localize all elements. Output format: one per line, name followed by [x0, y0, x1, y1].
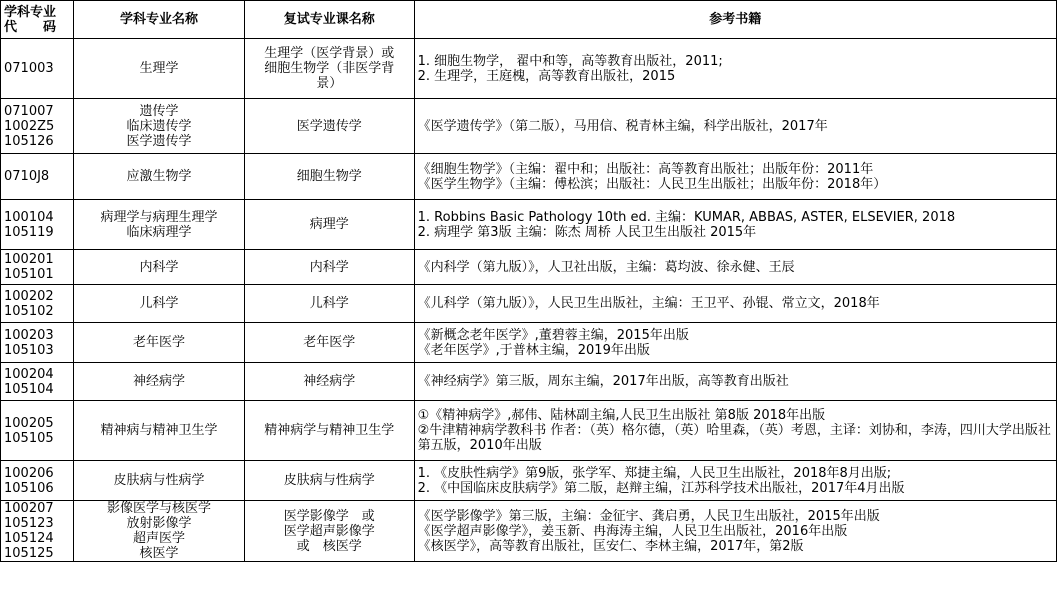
- retest-course-cell: [244, 99, 414, 154]
- retest-course-cell: [244, 461, 414, 501]
- reference-books-cell: [414, 401, 1056, 461]
- major-name-cell: [74, 250, 245, 285]
- retest-course-line: 细胞生物学: [296, 169, 362, 184]
- major-name-cell: [74, 461, 245, 501]
- table-row: [1, 39, 1057, 99]
- major-name: 神经病学: [133, 374, 186, 389]
- major-code-cell: [1, 285, 74, 323]
- retest-course-line: 医学遗传学: [296, 118, 362, 134]
- table-row: [1, 401, 1057, 461]
- reference-book-entry: 1. Robbins Basic Pathology 10th ed. 主编：KUMAR, ABBAS, ASTER, ELSEVIER, 2018: [417, 209, 956, 225]
- major-name: 老年医学: [133, 335, 186, 350]
- reference-book-entry: 《内科学（第九版）》，人卫社出版，主编：葛均波、徐永健、王辰: [417, 259, 795, 275]
- major-code-cell: [1, 200, 74, 250]
- major-code: 105123: [4, 516, 54, 531]
- reference-book-entry: 2. 《中国临床皮肤病学》第二版，赵辩主编，江苏科学技术出版社，2017年4月出版: [417, 480, 905, 496]
- major-code-cell: [1, 461, 74, 501]
- reference-book-entry: 《老年医学》,于普林主编，2019年出版: [417, 342, 650, 358]
- table-row: [1, 154, 1057, 200]
- reference-book-entry: 《医学超声影像学》，姜玉新、冉海涛主编，人民卫生出版社，2016年出版: [417, 523, 848, 539]
- retest-course-cell: [244, 501, 414, 562]
- reference-books-cell: [414, 323, 1056, 363]
- retest-course-line: 景）: [316, 76, 343, 91]
- reference-book-entry: 《核医学》，高等教育出版社，匡安仁、李林主编，2017年，第2版: [417, 538, 804, 554]
- major-code: 105101: [4, 267, 54, 282]
- major-name: 精神病与精神卫生学: [100, 423, 218, 438]
- major-code: 100207: [4, 501, 54, 516]
- retest-course-line: 生理学（医学背景）或: [264, 46, 395, 61]
- reference-books-cell: [414, 285, 1056, 323]
- reference-book-entry: 《医学遗传学》（第二版），马用信、税青林主编，科学出版社，2017年: [417, 118, 828, 134]
- major-code: 105126: [4, 133, 54, 149]
- reference-book-entry: 1. 细胞生物学， 翟中和等，高等教育出版社，2011;: [417, 53, 723, 69]
- major-code: 105104: [4, 381, 54, 397]
- major-name: 临床遗传学: [126, 118, 192, 134]
- retest-course-line: 儿科学: [309, 296, 349, 311]
- reference-book-entry: ②牛津精神病学教科书 作者：（英）格尔德，（英）哈里森，（英）考恩，主译：刘协和，李涛，四川大学出版社 第五版，2010年出版: [417, 423, 1051, 453]
- header-code-line2: 代 码: [4, 19, 57, 35]
- table-row: [1, 461, 1057, 501]
- major-name: 医学遗传学: [126, 133, 192, 149]
- major-code: 105103: [4, 342, 54, 358]
- retest-course-line: 细胞生物学（非医学背: [264, 61, 395, 76]
- reference-book-entry: 《新概念老年医学》,董碧蓉主编，2015年出版: [417, 327, 689, 343]
- table-row: [1, 363, 1057, 401]
- major-code: 100204: [4, 366, 54, 382]
- major-code-cell: [1, 154, 74, 200]
- major-code: 105105: [4, 430, 54, 446]
- major-name: 儿科学: [139, 296, 179, 311]
- major-name-cell: [74, 200, 245, 250]
- major-code: 105119: [4, 224, 54, 240]
- major-code: 105124: [4, 531, 54, 546]
- major-name: 超声医学: [133, 531, 186, 546]
- reference-books-cell: [414, 200, 1056, 250]
- retest-course-line: 医学超声影像学: [283, 523, 375, 539]
- major-name-cell: [74, 285, 245, 323]
- reference-book-entry: 《神经病学》第三版，周东主编，2017年出版，高等教育出版社: [417, 374, 789, 389]
- reference-book-entry: 《医学影像学》第三版，主编：金征宇、龚启勇，人民卫生出版社，2015年出版: [417, 508, 880, 524]
- retest-course-line: 精神病学与精神卫生学: [264, 423, 395, 438]
- header-major-name: 学科专业名称: [74, 1, 245, 39]
- major-name-cell: [74, 99, 245, 154]
- major-code-cell: [1, 401, 74, 461]
- major-code-cell: [1, 323, 74, 363]
- major-code: 100201: [4, 252, 54, 267]
- retest-course-cell: [244, 154, 414, 200]
- retest-course-cell: [244, 401, 414, 461]
- header-code: [1, 1, 74, 39]
- reference-book-entry: 2. 生理学，王庭槐，高等教育出版社，2015: [417, 68, 676, 84]
- reference-books-cell: [414, 99, 1056, 154]
- major-name: 放射影像学: [126, 516, 192, 531]
- major-name: 生理学: [139, 61, 179, 76]
- major-code: 0710J8: [4, 169, 50, 184]
- header-code-line1: 学科专业: [4, 4, 57, 20]
- retest-course-cell: [244, 323, 414, 363]
- reference-book-entry: 1. 《皮肤性病学》第9版，张学军、郑捷主编，人民卫生出版社，2018年8月出版;: [417, 465, 892, 481]
- retest-course-line: 医学影像学 或: [283, 508, 375, 524]
- retest-course-line: 神经病学: [303, 374, 356, 389]
- major-code: 100202: [4, 288, 54, 304]
- reference-book-entry: ①《精神病学》,郝伟、陆林副主编,人民卫生出版社 第8版 2018年出版: [417, 408, 826, 423]
- reference-book-entry: 《细胞生物学》（主编：翟中和；出版社：高等教育出版社；出版年份：2011年: [417, 161, 874, 177]
- major-name: 影像医学与核医学: [107, 501, 212, 516]
- table-row: [1, 323, 1057, 363]
- major-name: 临床病理学: [126, 224, 192, 240]
- retest-course-line: 皮肤病与性病学: [283, 473, 375, 488]
- major-code-cell: [1, 363, 74, 401]
- major-code: 1002Z5: [4, 118, 55, 134]
- header-retest-course: 复试专业课名称: [244, 1, 414, 39]
- major-name-cell: [74, 323, 245, 363]
- major-name: 遗传学: [139, 103, 179, 119]
- major-code: 100203: [4, 327, 54, 343]
- reference-books-cell: [414, 154, 1056, 200]
- table-row: [1, 501, 1057, 562]
- table-row: [1, 250, 1057, 285]
- major-name: 皮肤病与性病学: [113, 473, 205, 488]
- retest-course-line: 内科学: [309, 259, 349, 275]
- major-name-cell: [74, 39, 245, 99]
- major-code: 100206: [4, 465, 54, 481]
- major-code: 105102: [4, 303, 54, 319]
- major-code-cell: [1, 250, 74, 285]
- major-code: 071007: [4, 103, 54, 119]
- retest-course-cell: [244, 285, 414, 323]
- major-name-cell: [74, 363, 245, 401]
- reference-books-cell: [414, 501, 1056, 562]
- major-name: 应激生物学: [126, 169, 192, 184]
- table-row: [1, 285, 1057, 323]
- table-row: [1, 200, 1057, 250]
- reference-books-cell: [414, 39, 1056, 99]
- major-code: 071003: [4, 61, 54, 76]
- retest-course-line: 老年医学: [303, 335, 356, 350]
- major-name-cell: [74, 401, 245, 461]
- major-code: 105125: [4, 546, 54, 561]
- major-name-cell: [74, 501, 245, 562]
- reference-books-cell: [414, 250, 1056, 285]
- reference-book-entry: 《儿科学（第九版）》，人民卫生出版社，主编：王卫平、孙锟、常立文，2018年: [417, 296, 880, 311]
- retest-course-line: 病理学: [309, 217, 349, 232]
- major-name-cell: [74, 154, 245, 200]
- reference-book-entry: 《医学生物学》（主编：傅松滨；出版社：人民卫生出版社；出版年份：2018年）: [417, 176, 887, 192]
- major-name: 病理学与病理生理学: [100, 209, 218, 225]
- reference-book-entry: 2. 病理学 第3版 主编：陈杰 周桥 人民卫生出版社 2015年: [417, 224, 757, 240]
- major-code: 100205: [4, 415, 54, 431]
- retest-course-cell: [244, 250, 414, 285]
- retest-course-cell: [244, 200, 414, 250]
- reference-books-cell: [414, 461, 1056, 501]
- table-body: [1, 39, 1057, 562]
- retest-course-cell: [244, 363, 414, 401]
- reference-books-cell: [414, 363, 1056, 401]
- major-code: 105106: [4, 480, 54, 496]
- major-code-cell: [1, 99, 74, 154]
- major-name: 内科学: [139, 259, 179, 275]
- table-row: [1, 99, 1057, 154]
- major-code: 100104: [4, 209, 54, 225]
- table-header-row: [1, 1, 1057, 39]
- retest-course-line: 或 核医学: [296, 538, 362, 554]
- header-reference-books: 参考书籍: [414, 1, 1056, 39]
- major-code-cell: [1, 501, 74, 562]
- retest-course-cell: [244, 39, 414, 99]
- major-name: 核医学: [139, 546, 179, 561]
- major-code-cell: [1, 39, 74, 99]
